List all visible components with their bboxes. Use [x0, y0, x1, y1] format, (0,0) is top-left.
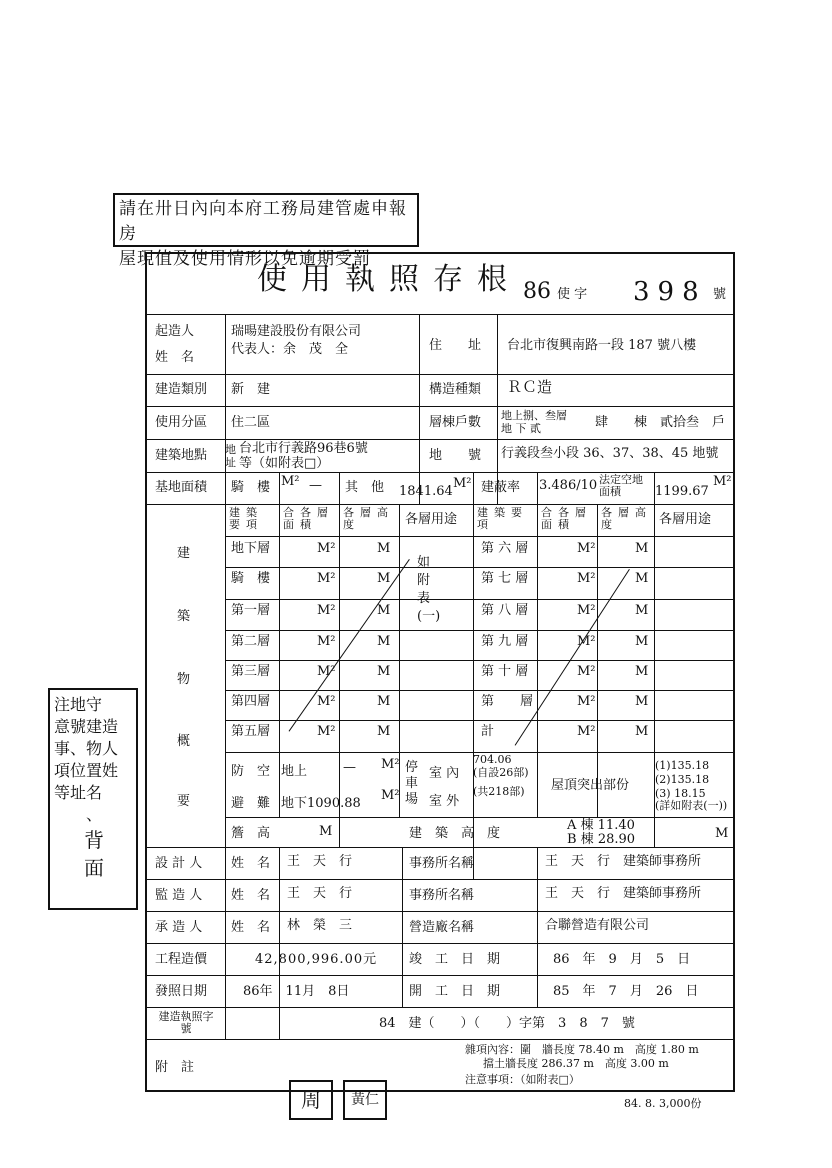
form-title: 使用執照存根 [257, 262, 521, 297]
other-unit: M² [453, 476, 472, 491]
building-height-label: 建 築 高 度 [409, 826, 501, 841]
supervisor-name: 王 天 行 [287, 886, 353, 901]
stamp-1: 周 [289, 1080, 333, 1120]
applicant-label: 起造人 [155, 324, 195, 339]
structure-value: ＲＣ造 [507, 378, 553, 396]
open-space-label: 法定空地面積 [599, 473, 643, 498]
indoor-value: 704.06 [473, 753, 512, 766]
supervisor-name-label: 姓 名 [231, 888, 271, 903]
overview-label-1: 建 [177, 546, 191, 561]
floor-label-left: 騎 樓 [231, 571, 271, 586]
open-space-unit: M² [713, 474, 732, 489]
floors-above: 地上捌、叁層 [501, 409, 567, 422]
stamp-2: 黃仁 [343, 1080, 387, 1120]
permit-value: 84 建（ ）（ ）字第 3 8 7 號 [379, 1016, 635, 1031]
height-b: B 棟 28.90 [567, 832, 636, 847]
head-item-right: 建築要項 [477, 506, 528, 531]
floor-height-unit-right: M [635, 634, 649, 649]
households: 肆 棟 貳拾叁 戶 [595, 415, 726, 430]
contractor-label: 承 造 人 [155, 920, 203, 935]
outdoor-label: 室 外 [429, 794, 460, 809]
contractor-name: 林 榮 三 [287, 918, 353, 933]
head-item: 建築要項 [229, 506, 263, 531]
floor-label-left: 第五層 [231, 724, 271, 739]
floor-area-unit: M² [317, 603, 336, 618]
build-type-value: 新 建 [231, 382, 271, 397]
other-value: 1841.64 [399, 484, 453, 499]
floor-label-left: 第三層 [231, 664, 271, 679]
floor-height-unit-right: M [635, 694, 649, 709]
floor-label-right: 第 層 [481, 694, 534, 709]
designer-label: 設 計 人 [155, 856, 203, 871]
zone-label: 使用分區 [155, 415, 208, 430]
floors-below: 地 下 貳 [501, 422, 541, 435]
filing-notice [113, 193, 419, 269]
head-usage-right: 各層用途 [659, 512, 712, 527]
roof-projection-note: (詳如附表(一)) [655, 799, 728, 812]
floors-label: 層棟戶數 [429, 415, 482, 430]
contractor-name-label: 姓 名 [231, 920, 271, 935]
supervisor-office-label: 事務所名稱 [409, 888, 475, 903]
strike-line [289, 559, 410, 732]
overview-label-3: 物 [177, 672, 191, 687]
outdoor-note: (共218部) [473, 785, 525, 798]
eaves-label: 簷 高 [231, 826, 271, 841]
notes-retain: 擋土牆長度 286.37 m 高度 3.00 m [483, 1057, 669, 1070]
floor-label-left: 第二層 [231, 634, 271, 649]
roof-projection-1: (1)135.18 [655, 759, 710, 772]
shelter-unit: M² [381, 757, 400, 772]
address-label: 住 址 [429, 338, 482, 353]
floor-height-unit: M [377, 694, 391, 709]
designer-office-label: 事務所名稱 [409, 856, 475, 871]
floor-height-unit-right: M [635, 664, 649, 679]
site-small-1: 地 [225, 443, 236, 456]
head-area: 合各層面積 [283, 506, 334, 531]
site-address: 台北市行義路96巷6號 [239, 441, 368, 456]
floor-area-unit: M² [317, 664, 336, 679]
floor-area-unit-right: M² [577, 724, 596, 739]
side-note-line: 注地守 [54, 695, 103, 714]
floor-height-unit-right: M [635, 724, 649, 739]
floor-label-right: 第 十 層 [481, 664, 529, 679]
head-height-right: 各層高度 [601, 506, 652, 531]
shelter-dash: — [343, 760, 356, 775]
lot-value: 行義段叁小段 36、37、38、45 地號 [501, 446, 719, 461]
structure-label: 構造種類 [429, 382, 482, 397]
floor-area-unit-right: M² [577, 541, 596, 556]
floor-area-unit-right: M² [577, 664, 596, 679]
print-info: 84. 8. 3,000份 [624, 1097, 702, 1110]
site-small-2: 址 [225, 456, 236, 469]
floor-height-unit: M [377, 541, 391, 556]
designer-office: 王 天 行 建築師事務所 [545, 854, 702, 869]
start-date-label: 開 工 日 期 [409, 984, 501, 999]
floor-height-unit-right: M [635, 541, 649, 556]
roof-projection-label: 屋頂突出部份 [551, 778, 630, 793]
shelter-label: 防 空 [231, 764, 271, 779]
floor-height-unit: M [377, 603, 391, 618]
side-note-line: 意號建造 [54, 717, 119, 736]
side-note-box [48, 688, 138, 910]
applicant-company: 瑞暘建設股份有限公司 [231, 324, 362, 339]
evac-value: 地下1090.88 [281, 796, 361, 811]
cost-label: 工程造價 [155, 952, 208, 967]
height-unit: M [715, 826, 729, 841]
floor-area-unit-right: M² [577, 603, 596, 618]
completion-label: 竣 工 日 期 [409, 952, 501, 967]
floor-height-unit: M [377, 724, 391, 739]
floor-label-left: 第一層 [231, 603, 271, 618]
floor-label-right: 第 八 層 [481, 603, 529, 618]
site-label: 建築地點 [155, 448, 208, 463]
overview-label-2: 築 [177, 609, 191, 624]
area-label: 基地面積 [155, 480, 208, 495]
other-label: 其 他 [345, 480, 385, 495]
build-type-label: 建造類別 [155, 382, 208, 397]
start-date: 85 年 7 月 26 日 [553, 984, 699, 999]
floor-area-unit-right: M² [577, 571, 596, 586]
floor-label-right: 第 六 層 [481, 541, 529, 556]
permit-number: 398 [633, 277, 707, 307]
supervisor-label: 監 造 人 [155, 888, 203, 903]
side-note-line: 、 [85, 805, 102, 824]
floor-label-right: 第 七 層 [481, 571, 529, 586]
applicant-rep: 代表人：余 茂 全 [231, 342, 349, 357]
floor-area-unit: M² [317, 541, 336, 556]
contractor-office: 合聯營造有限公司 [545, 918, 650, 933]
floor-height-unit: M [377, 664, 391, 679]
overview-label-5: 要 [177, 794, 191, 809]
designer-name-label: 姓 名 [231, 856, 271, 871]
notes-label: 附 註 [155, 1060, 195, 1075]
issue-date-label: 發照日期 [155, 984, 208, 999]
coverage-value: 3.486/10 [539, 478, 598, 493]
roof-projection-3: (3) 18.15 [655, 787, 706, 800]
issue-date-value: 86年 11月 8日 [243, 984, 350, 999]
arcade-label: 騎 樓 [231, 480, 271, 495]
coverage-label: 建蔽率 [481, 480, 521, 495]
height-a: A 棟 11.40 [567, 818, 635, 833]
head-usage: 各層用途 [405, 512, 458, 527]
notes-misc: 雜項內容：圍 牆長度 78.40 m 高度 1.80 m [465, 1043, 699, 1056]
notes-items: 注意事項：（如附表□） [465, 1073, 580, 1086]
permit-suffix: 號 [713, 287, 727, 302]
floor-label-left: 第四層 [231, 694, 271, 709]
arcade-unit: M² [281, 474, 300, 489]
overview-label-4: 概 [177, 734, 191, 749]
zone-value: 住二區 [231, 415, 271, 430]
designer-name: 王 天 行 [287, 854, 353, 869]
floor-area-unit-right: M² [577, 634, 596, 649]
notice-line-1: 請在卅日內向本府工務局建管處申報房 [119, 199, 407, 244]
roof-projection-2: (2)135.18 [655, 773, 710, 786]
contractor-office-label: 營造廠名稱 [409, 920, 475, 935]
floor-height-unit-right: M [635, 571, 649, 586]
permit-prefix: 使 字 [557, 287, 588, 302]
head-area-right: 合各層面積 [541, 506, 592, 531]
side-note-line: 面 [84, 856, 104, 880]
site-address-2: 等（如附表□） [239, 456, 330, 471]
lot-label: 地 號 [429, 448, 482, 463]
floor-area-unit: M² [317, 634, 336, 649]
eaves-value: M [319, 824, 333, 839]
shelter-above: 地上 [281, 764, 308, 779]
applicant-address: 台北市復興南路一段 187 號八樓 [507, 338, 697, 353]
floor-area-unit: M² [317, 694, 336, 709]
supervisor-office: 王 天 行 建築師事務所 [545, 886, 702, 901]
floor-label-left: 地下層 [231, 541, 271, 556]
side-note-line: 背 [84, 828, 104, 852]
applicant-name-label: 姓 名 [155, 350, 195, 365]
indoor-note: (自設26部) [473, 766, 529, 779]
arcade-dash: — [309, 478, 322, 493]
floor-area-unit: M² [317, 724, 336, 739]
evac-unit: M² [381, 788, 400, 803]
floor-area-unit-right: M² [577, 694, 596, 709]
floor-area-unit: M² [317, 571, 336, 586]
floor-height-unit-right: M [635, 603, 649, 618]
floor-label-right: 第 九 層 [481, 634, 529, 649]
notice-line-2: 屋現值及使用情形以免逾期受罰 [119, 249, 371, 269]
permit-label: 建造執照字號 [158, 1010, 214, 1035]
floor-height-unit: M [377, 634, 391, 649]
usage-note: 如附表(一) [417, 555, 441, 624]
indoor-label: 室 內 [429, 766, 460, 781]
floor-label-right: 計 [481, 724, 495, 739]
completion-date: 86 年 9 月 5 日 [553, 952, 691, 967]
side-note-line: 項位置姓 [54, 761, 119, 780]
side-note-line: 等址名 [54, 783, 103, 802]
evac-label: 避 難 [231, 796, 271, 811]
open-space-value: 1199.67 [655, 484, 709, 499]
parking-label: 停車場 [405, 760, 419, 807]
cost-value: 42,800,996.00元 [255, 952, 378, 967]
side-note-line: 事、物人 [54, 739, 119, 758]
head-height: 各層高度 [343, 506, 394, 531]
permit-year: 86 [523, 279, 551, 304]
floor-height-unit: M [377, 571, 391, 586]
